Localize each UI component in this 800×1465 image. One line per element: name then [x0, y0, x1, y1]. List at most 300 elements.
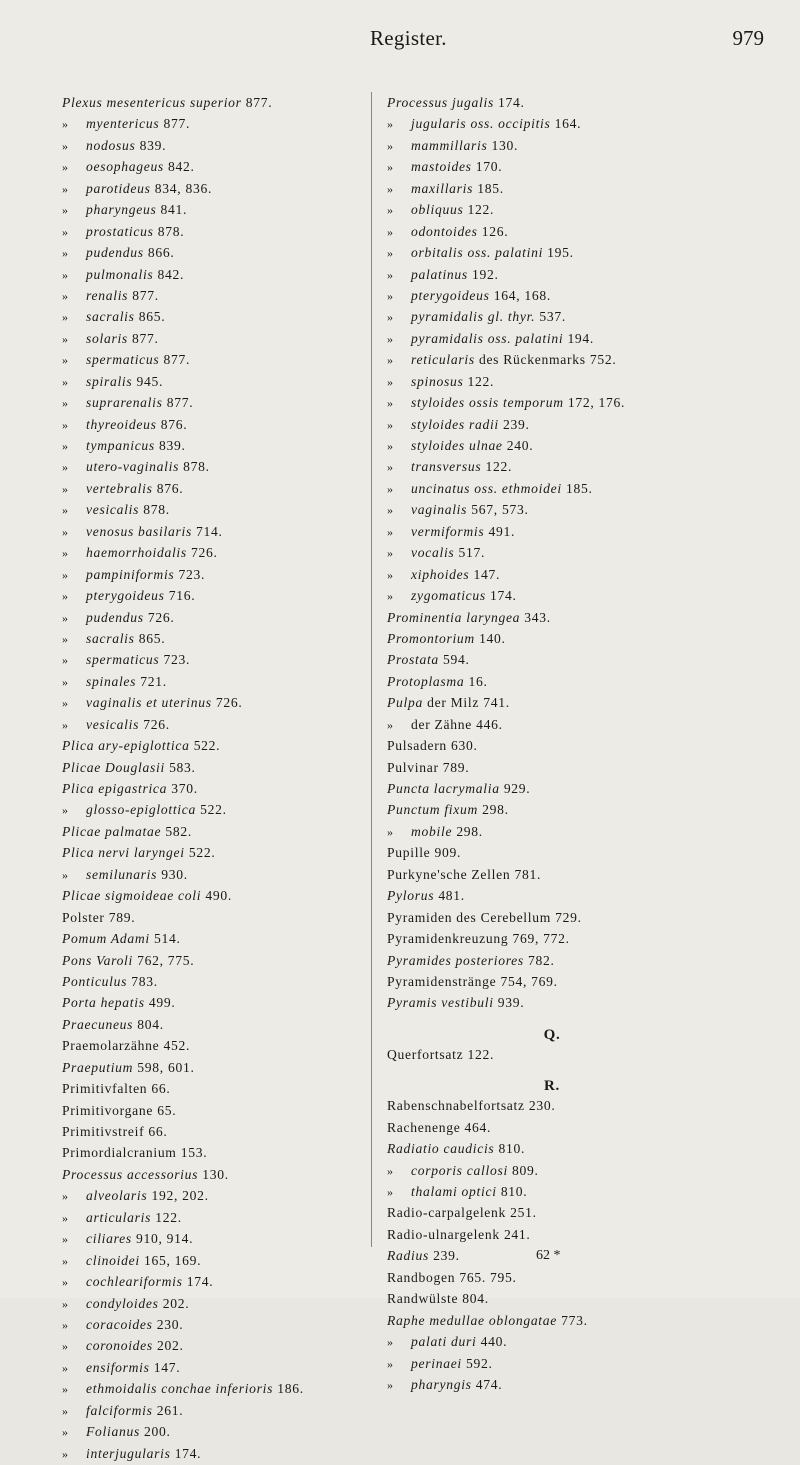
- entry-page-ref: 202.: [157, 1338, 184, 1354]
- entry-page-ref: 939.: [497, 995, 525, 1011]
- index-entry: [387, 1181, 787, 1202]
- entry-term: Plica ary-epiglottica: [62, 738, 190, 754]
- entry-term: vesicalis: [86, 502, 140, 518]
- entry-term: orbitalis oss. palatini: [411, 245, 544, 261]
- entry-term: Randbogen: [387, 1269, 456, 1285]
- ditto-mark: »: [62, 181, 69, 196]
- index-entry: [62, 821, 437, 842]
- entry-term: Radio-ulnargelenk: [387, 1226, 500, 1242]
- entry-page-ref: 122.: [467, 1046, 495, 1062]
- section-letter: Q.: [543, 1026, 561, 1043]
- entry-page-ref: 202.: [162, 1295, 190, 1311]
- entry-term: Pyramis vestibuli: [387, 995, 494, 1011]
- entry-page-ref: 809.: [512, 1162, 539, 1178]
- ditto-mark: »: [387, 353, 394, 368]
- index-entry: [387, 799, 787, 820]
- entry-term: Primitivfalten: [62, 1081, 148, 1097]
- index-entry: [62, 435, 437, 456]
- entry-term: styloides radii: [411, 416, 499, 432]
- printer-signature: 62 *: [536, 1248, 561, 1263]
- entry-term: cochleariformis: [86, 1274, 183, 1290]
- entry-page-ref: 765. 795.: [459, 1269, 517, 1285]
- entry-page-ref: 481.: [438, 888, 465, 904]
- entry-page-ref: 810.: [498, 1141, 526, 1157]
- entry-term: glosso-epiglottica: [86, 802, 197, 818]
- entry-term: Plexus mesentericus superior: [62, 95, 242, 110]
- entry-page-ref: 200.: [144, 1424, 171, 1440]
- ditto-mark: »: [387, 203, 394, 218]
- entry-term: maxillaris: [411, 180, 474, 196]
- entry-term: spermaticus: [86, 352, 160, 368]
- entry-page-ref: 517.: [458, 545, 486, 561]
- index-entry: [62, 671, 437, 692]
- entry-term: Prostata: [387, 652, 439, 668]
- entry-term: Prominentia laryngea: [387, 609, 521, 625]
- index-entry: [387, 392, 787, 413]
- entry-term: obliquus: [411, 202, 464, 218]
- entry-term: solaris: [86, 330, 128, 346]
- entry-term: clinoidei: [86, 1252, 140, 1268]
- entry-page-ref: 65.: [157, 1102, 177, 1118]
- entry-term: spermaticus: [86, 652, 160, 668]
- index-entry: [62, 1142, 437, 1163]
- index-entry: [62, 585, 437, 606]
- index-entry: [62, 113, 437, 134]
- index-entry: [62, 1335, 437, 1356]
- entry-page-ref: 762, 775.: [137, 952, 195, 968]
- index-entry: [387, 156, 787, 177]
- entry-page-ref: 147.: [473, 566, 501, 582]
- entry-term: Pyramides posteriores: [387, 952, 524, 968]
- entry-page-ref: 769, 772.: [512, 931, 570, 947]
- index-entry: [62, 864, 437, 885]
- entry-term: Pulvinar: [387, 759, 439, 775]
- index-entry: [387, 1095, 787, 1116]
- index-entry: [62, 1314, 437, 1335]
- ditto-mark: »: [62, 1232, 69, 1247]
- index-entry: [387, 499, 787, 520]
- ditto-mark: »: [62, 417, 69, 432]
- index-entry: [387, 1224, 787, 1245]
- index-entry: [62, 1228, 437, 1249]
- entry-term: Pyramidenstränge: [387, 973, 497, 989]
- index-entry: [62, 1207, 437, 1228]
- entry-page-ref: 876.: [160, 416, 188, 432]
- entry-term: Puncta lacrymalia: [387, 781, 500, 796]
- entry-page-ref: 153.: [180, 1145, 208, 1161]
- ditto-mark: »: [387, 589, 394, 604]
- entry-term: Plicae Douglasii: [62, 759, 165, 775]
- entry-page-ref: 842.: [168, 159, 195, 175]
- ditto-mark: »: [387, 138, 394, 153]
- entry-page-ref: 66.: [151, 1081, 171, 1097]
- entry-page-ref: 726.: [191, 545, 218, 561]
- index-entry: [387, 928, 787, 949]
- entry-page-ref: 230.: [156, 1316, 184, 1332]
- ditto-mark: »: [62, 160, 69, 175]
- entry-term: Pupille: [387, 845, 431, 861]
- index-entry: [387, 885, 787, 906]
- index-entry: [62, 1357, 437, 1378]
- entry-term: Primitivstreif: [62, 1124, 145, 1139]
- ditto-mark: »: [62, 1210, 69, 1225]
- entry-page-ref: 877.: [163, 116, 191, 132]
- index-entry: [62, 907, 437, 928]
- entry-page-ref: 910, 914.: [135, 1231, 194, 1247]
- column-divider: [371, 92, 372, 1247]
- index-entry: [62, 221, 437, 242]
- entry-page-ref: 126.: [481, 223, 509, 239]
- ditto-mark: »: [387, 460, 394, 475]
- entry-term: xiphoides: [411, 566, 470, 582]
- ditto-mark: »: [387, 246, 394, 261]
- ditto-mark: »: [62, 524, 69, 539]
- ditto-mark: »: [387, 224, 394, 239]
- index-entry: [387, 757, 787, 778]
- entry-page-ref: 878.: [157, 223, 185, 239]
- index-entry: [62, 778, 437, 799]
- entry-term: odontoides: [411, 223, 478, 239]
- ditto-mark: »: [62, 331, 69, 346]
- entry-term: uncinatus oss. ethmoidei: [411, 480, 562, 496]
- entry-page-ref: 522.: [188, 845, 216, 861]
- index-entry: [387, 907, 787, 928]
- index-entry: [387, 264, 787, 285]
- entry-term: Praemolarzähne: [62, 1038, 160, 1054]
- ditto-mark: »: [387, 524, 394, 539]
- entry-page-ref: 370.: [171, 781, 198, 796]
- index-entry: [62, 456, 437, 477]
- index-entry: [62, 1271, 437, 1292]
- index-entry: [387, 714, 787, 735]
- ditto-mark: »: [62, 1189, 69, 1204]
- entry-term: spinosus: [411, 373, 464, 389]
- ditto-mark: »: [62, 224, 69, 239]
- entry-page-ref: 251.: [510, 1205, 537, 1221]
- entry-term: utero-vaginalis: [86, 459, 180, 475]
- index-entry: [387, 328, 787, 349]
- ditto-mark: »: [62, 117, 69, 132]
- page-title: Register.: [370, 26, 447, 50]
- right-index-column: [387, 92, 787, 1395]
- ditto-mark: »: [62, 396, 69, 411]
- index-entry: [387, 1374, 787, 1395]
- entry-term: Plicae sigmoideae coli: [62, 888, 202, 904]
- entry-term: mastoides: [411, 159, 472, 175]
- index-entry: [62, 842, 437, 863]
- index-entry: [387, 285, 787, 306]
- entry-term: oesophageus: [86, 159, 164, 175]
- index-entry: [62, 1100, 437, 1121]
- index-entry: [387, 1138, 787, 1159]
- index-entry: [62, 1164, 437, 1185]
- entry-page-ref: 741.: [483, 695, 510, 711]
- index-entry: [62, 92, 437, 113]
- index-entry: [387, 456, 787, 477]
- entry-page-ref: 789.: [108, 909, 136, 925]
- ditto-mark: »: [62, 1253, 69, 1268]
- entry-term: interjugularis: [86, 1445, 171, 1461]
- index-entry: [62, 971, 437, 992]
- entry-term: Pons Varoli: [62, 952, 134, 968]
- ditto-mark: »: [62, 374, 69, 389]
- entry-page-ref: 839.: [139, 137, 167, 153]
- ditto-mark: »: [387, 417, 394, 432]
- index-entry: [62, 1400, 437, 1421]
- index-entry: [62, 135, 437, 156]
- ditto-mark: »: [62, 653, 69, 668]
- ditto-mark: »: [387, 267, 394, 282]
- entry-page-ref: 66.: [148, 1124, 168, 1139]
- index-entry: [62, 564, 437, 585]
- entry-page-ref: 446.: [476, 716, 503, 732]
- index-entry: [387, 971, 787, 992]
- ditto-mark: »: [62, 246, 69, 261]
- index-entry: [62, 306, 437, 327]
- index-entry: [387, 564, 787, 585]
- entry-term: Promontorium: [387, 630, 475, 646]
- entry-page-ref: 752.: [589, 352, 617, 368]
- index-entry: [62, 1014, 437, 1035]
- ditto-mark: »: [387, 546, 394, 561]
- entry-page-ref: 567, 573.: [471, 502, 529, 518]
- ditto-mark: »: [62, 1360, 69, 1375]
- entry-term: myentericus: [86, 116, 160, 132]
- entry-term: jugularis oss. occipitis: [411, 116, 551, 132]
- entry-qualifier: des Rückenmarks: [474, 352, 586, 368]
- entry-term: Primitivorgane: [62, 1102, 154, 1118]
- ditto-mark: »: [387, 1356, 394, 1371]
- entry-page-ref: 909.: [434, 845, 462, 861]
- entry-page-ref: 839.: [159, 438, 186, 453]
- entry-term: Radius: [387, 1248, 429, 1264]
- entry-term: pharyngeus: [86, 202, 157, 218]
- index-entry: [387, 221, 787, 242]
- entry-page-ref: 239.: [433, 1248, 460, 1264]
- entry-page-ref: 122.: [155, 1209, 182, 1225]
- index-entry: [62, 649, 437, 670]
- entry-page-ref: 583.: [169, 759, 196, 775]
- ditto-mark: »: [387, 1377, 394, 1392]
- entry-term: Processus accessorius: [62, 1166, 199, 1182]
- entry-page-ref: 130.: [202, 1166, 229, 1182]
- entry-term: thalami optici: [411, 1184, 497, 1199]
- index-entry: [387, 585, 787, 606]
- entry-page-ref: 147.: [153, 1359, 181, 1375]
- ditto-mark: »: [387, 1185, 394, 1199]
- entry-term: pterygoideus: [411, 287, 490, 303]
- entry-term: renalis: [86, 287, 129, 303]
- index-entry: [62, 992, 437, 1013]
- entry-page-ref: 514.: [154, 931, 181, 947]
- entry-term: venosus basilaris: [86, 523, 192, 539]
- entry-term: palati duri: [411, 1334, 477, 1350]
- index-entry: [62, 542, 437, 563]
- ditto-mark: »: [387, 481, 394, 496]
- entry-term: perinaei: [411, 1355, 462, 1371]
- entry-page-ref: 140.: [479, 630, 506, 646]
- entry-term: haemorrhoidalis: [86, 545, 187, 561]
- entry-page-ref: 174.: [186, 1274, 214, 1290]
- entry-page-ref: 174.: [174, 1445, 202, 1461]
- entry-page-ref: 474.: [475, 1376, 503, 1392]
- ditto-mark: »: [387, 717, 394, 732]
- entry-term: Praecuneus: [62, 1016, 134, 1032]
- entry-term: styloides ossis temporum: [411, 395, 564, 411]
- entry-page-ref: 122.: [467, 202, 495, 218]
- entry-term: Plicae palmatae: [62, 823, 162, 839]
- entry-page-ref: 185.: [477, 180, 504, 196]
- entry-page-ref: 164, 168.: [493, 287, 552, 303]
- index-entry: [62, 692, 437, 713]
- entry-term: pudendus: [86, 609, 144, 625]
- entry-term: Punctum fixum: [387, 802, 479, 818]
- index-entry: [62, 757, 437, 778]
- entry-page-ref: 810.: [500, 1184, 528, 1199]
- entry-page-ref: 804.: [137, 1016, 164, 1032]
- ditto-mark: »: [62, 1275, 69, 1290]
- index-entry: [62, 349, 437, 370]
- entry-term: Pomum Adami: [62, 931, 150, 947]
- entry-term: palatinus: [411, 266, 468, 282]
- ditto-mark: »: [387, 288, 394, 303]
- index-entry: [387, 414, 787, 435]
- ditto-mark: »: [62, 1403, 69, 1418]
- entry-page-ref: 594.: [443, 652, 470, 668]
- ditto-mark: »: [62, 1382, 69, 1397]
- index-entry: [62, 1250, 437, 1271]
- entry-page-ref: 630.: [451, 738, 478, 754]
- entry-term: reticularis: [411, 352, 475, 368]
- entry-page-ref: 773.: [561, 1312, 588, 1328]
- entry-page-ref: 876.: [156, 480, 184, 496]
- entry-page-ref: 865.: [138, 309, 166, 325]
- ditto-mark: »: [62, 481, 69, 496]
- ditto-mark: »: [62, 674, 69, 689]
- entry-page-ref: 582.: [165, 823, 192, 839]
- entry-term: Querfortsatz: [387, 1046, 464, 1062]
- entry-term: pharyngis: [411, 1376, 472, 1392]
- entry-page-ref: 841.: [160, 202, 188, 218]
- running-head: [0, 26, 800, 56]
- index-entry: [387, 542, 787, 563]
- ditto-mark: »: [62, 567, 69, 582]
- index-entry: [387, 521, 787, 542]
- entry-page-ref: 866.: [147, 245, 175, 261]
- index-entry: [387, 607, 787, 628]
- entry-term: nodosus: [86, 137, 136, 153]
- ditto-mark: »: [62, 1296, 69, 1311]
- entry-page-ref: 929.: [503, 781, 531, 796]
- index-entry: [387, 113, 787, 134]
- entry-term: ensiformis: [86, 1359, 150, 1375]
- ditto-mark: »: [387, 160, 394, 175]
- index-entry: [387, 864, 787, 885]
- entry-page-ref: 726.: [143, 716, 170, 732]
- entry-term: der Zähne: [411, 716, 473, 732]
- entry-page-ref: 230.: [528, 1098, 556, 1114]
- entry-page-ref: 490.: [205, 888, 232, 904]
- entry-page-ref: 261.: [156, 1402, 184, 1418]
- entry-term: Raphe medullae oblongatae: [387, 1312, 558, 1328]
- entry-term: pudendus: [86, 245, 144, 261]
- index-entry: [387, 1117, 787, 1138]
- entry-page-ref: 592.: [466, 1355, 493, 1371]
- entry-term: ethmoidalis conchae inferioris: [86, 1381, 274, 1397]
- index-entry: [387, 1288, 787, 1309]
- entry-page-ref: 122.: [485, 459, 513, 475]
- index-entry: [387, 478, 787, 499]
- entry-page-ref: 865.: [138, 630, 166, 646]
- entry-page-ref: 343.: [524, 609, 551, 625]
- entry-page-ref: 804.: [462, 1291, 489, 1307]
- ditto-mark: »: [62, 696, 69, 711]
- index-entry: [62, 885, 437, 906]
- ditto-mark: »: [62, 503, 69, 518]
- index-entry: [387, 199, 787, 220]
- index-entry: [62, 1185, 437, 1206]
- index-entry: [387, 1044, 787, 1065]
- entry-term: sacralis: [86, 630, 135, 646]
- ditto-mark: »: [387, 117, 394, 132]
- entry-page-ref: 723.: [163, 652, 191, 668]
- entry-page-ref: 877.: [132, 287, 159, 303]
- entry-term: articularis: [86, 1209, 152, 1225]
- entry-page-ref: 726.: [147, 609, 175, 625]
- ditto-mark: »: [387, 374, 394, 389]
- ditto-mark: »: [387, 181, 394, 196]
- entry-page-ref: 754, 769.: [500, 973, 558, 989]
- entry-term: Pulpa: [387, 695, 423, 711]
- page-number: 979: [732, 26, 764, 50]
- entry-term: falciformis: [86, 1402, 153, 1418]
- entry-page-ref: 239.: [503, 416, 530, 432]
- entry-term: Processus jugalis: [387, 95, 494, 110]
- entry-term: condyloides: [86, 1295, 159, 1311]
- entry-page-ref: 598, 601.: [137, 1059, 195, 1075]
- entry-term: Pulsadern: [387, 738, 447, 754]
- entry-page-ref: 172, 176.: [567, 395, 626, 411]
- index-entry: [387, 821, 787, 842]
- ditto-mark: »: [387, 1335, 394, 1350]
- ditto-mark: »: [62, 631, 69, 646]
- entry-page-ref: 164.: [554, 116, 582, 132]
- index-entry: [387, 1331, 787, 1352]
- ditto-mark: »: [62, 460, 69, 475]
- index-entry: [387, 649, 787, 670]
- index-entry: [62, 735, 437, 756]
- entry-page-ref: 185.: [565, 480, 593, 496]
- entry-term: parotideus: [86, 180, 151, 196]
- index-entry: [387, 842, 787, 863]
- entry-term: coronoides: [86, 1338, 153, 1354]
- entry-term: Primordialcranium: [62, 1145, 177, 1161]
- entry-page-ref: 783.: [131, 973, 158, 989]
- entry-term: Ponticulus: [62, 973, 128, 989]
- index-entry: [62, 1035, 437, 1056]
- entry-page-ref: 241.: [503, 1226, 531, 1242]
- index-entry: [62, 371, 437, 392]
- entry-term: styloides ulnae: [411, 438, 503, 453]
- ditto-mark: »: [387, 824, 394, 839]
- entry-page-ref: 723.: [178, 566, 206, 582]
- index-entry: [62, 1421, 437, 1442]
- index-entry: [62, 285, 437, 306]
- entry-page-ref: 122.: [467, 373, 495, 389]
- entry-page-ref: 298.: [456, 823, 483, 839]
- index-entry: [62, 178, 437, 199]
- index-entry: [62, 628, 437, 649]
